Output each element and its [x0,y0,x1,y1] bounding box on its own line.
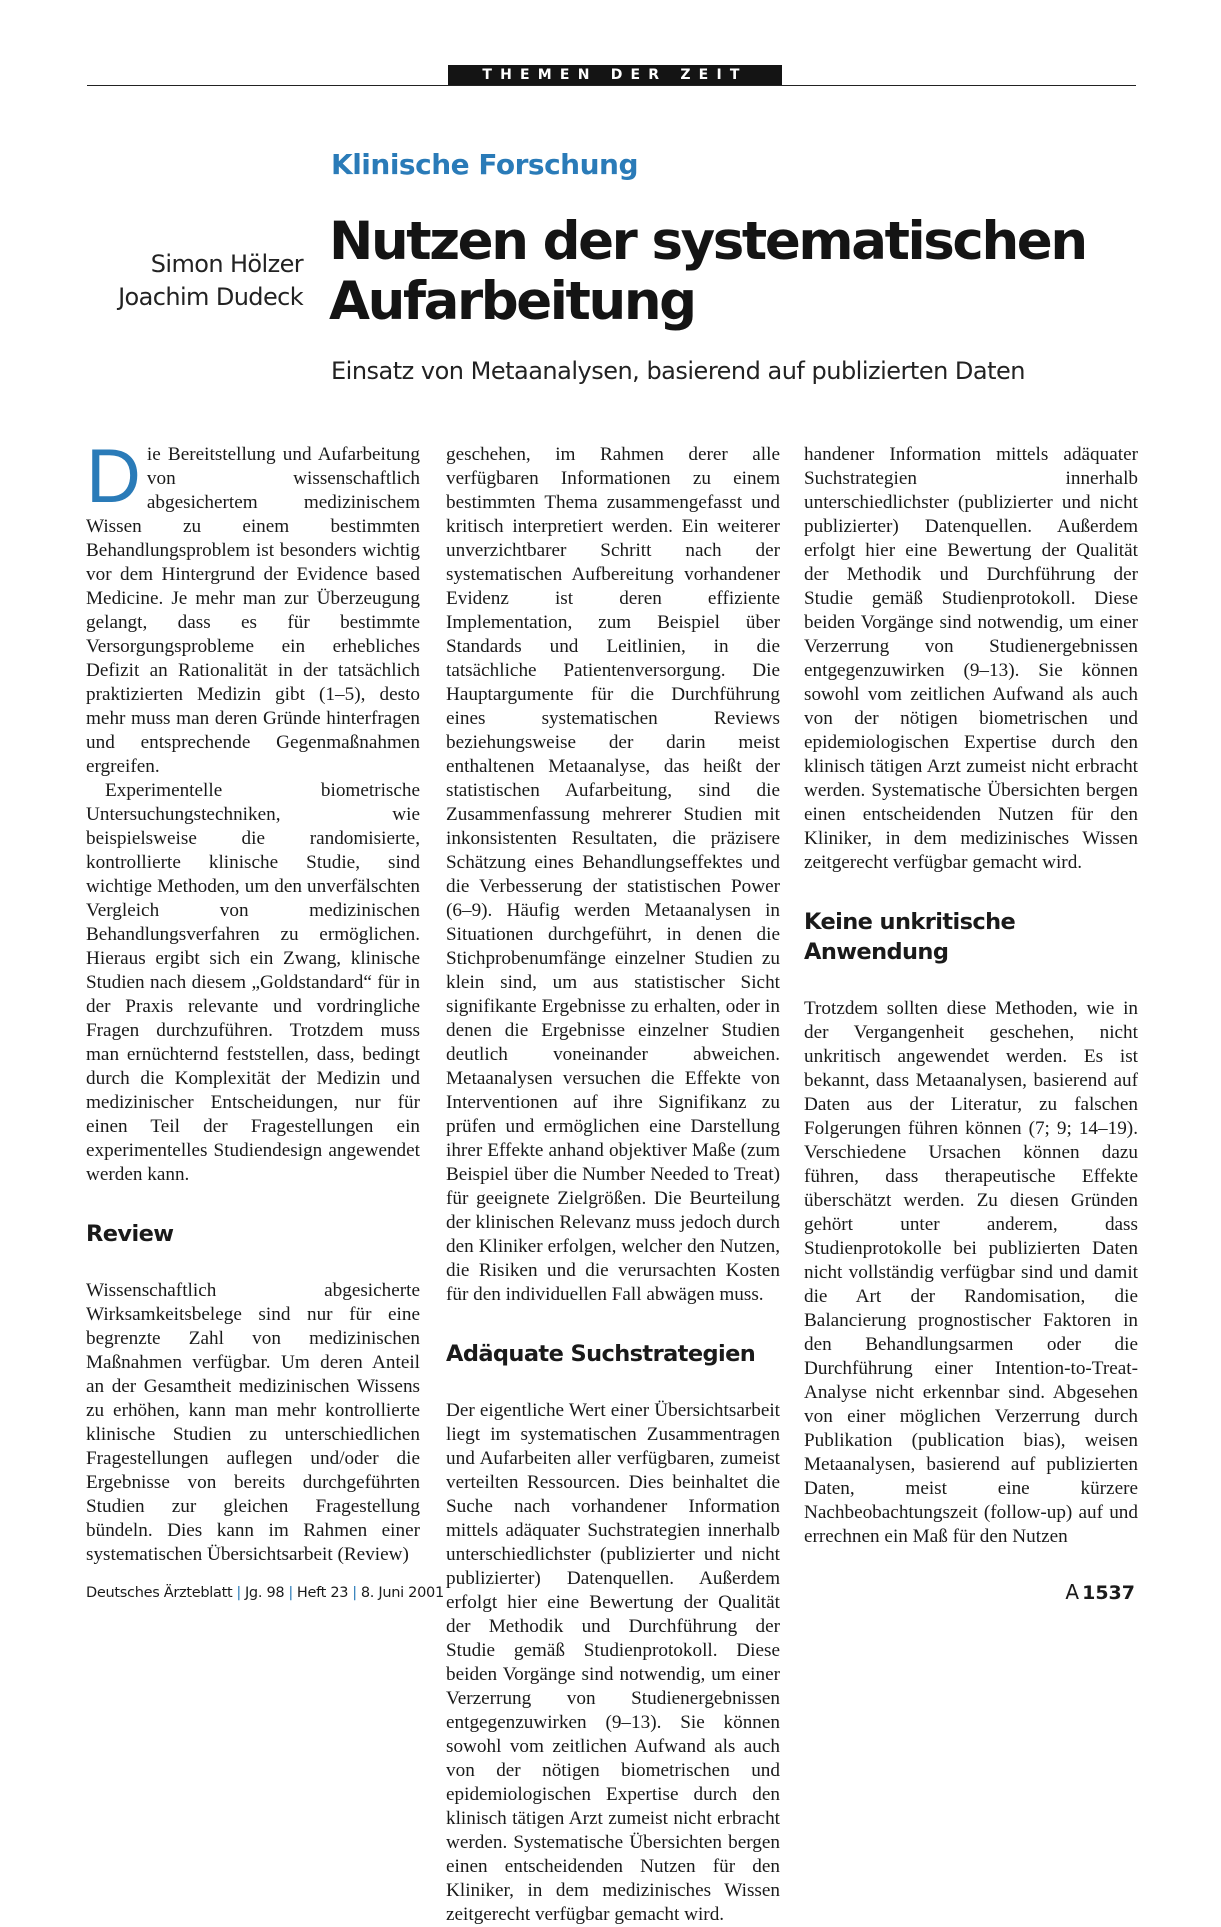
paragraph-continued: handener Information mittels adäquater Suchstrategien innerhalb unterschiedlichster (publizierter und nicht publizierter) Datenquellen. Außerdem erfolgt hier eine Bewertung der Qualität der Methodik und Durchführung der Studie gemäß Studienprotokoll. Diese beiden Vorgänge sind notwendig, um einer Verzerrung von Studienergebnissen entgegenzuwirken (9–13). Sie können sowohl vom zeitlichen Aufwand als auch von der nötigen biometrischen und epidemiologischen Expertise durch den klinisch tätigen Arzt zumeist nicht erbracht werden. Systematische Übersichten bergen einen entscheidenden Nutzen für den Kliniker, in dem medizinisches Wissen zeitgerecht verfügbar gemacht wird. [804,444,1138,873]
author-list [100,248,303,314]
paragraph [86,434,420,779]
article-title [329,212,1189,332]
paragraph: Trotzdem sollten diese Methoden, wie in der Vergangenheit geschehen, nicht unkritisch angewendet werden. Es ist bekannt, dass Metaanalysen, basierend auf Daten aus der Literatur, zu falschen Folgerungen führen können (7; 9; 14–19). Verschiedene Ursachen können dazu führen, dass therapeutische Effekte überschätzt werden. Zu diesen Gründen gehört unter anderem, dass Studienprotokolle bei publizierten Daten nicht vollständig verfügbar sind und damit die Art der Randomisation, die Balancierung prognostischer Faktoren in den Behandlungsarmen oder die Durchführung einer Intention-to-Treat-Analyse nicht erkennbar sind. Abgesehen von einer möglichen Verzerrung durch Publikation (publication bias), weisen Metaanalysen, basierend auf publizierten Daten, meist eine kürzere Nachbeobachtungszeit (follow-up) auf und errechnen ein Maß für den Nutzen [804,998,1138,1547]
journal-name: Deutsches Ärzteblatt [86,1585,233,1601]
text-column-2 [446,443,780,1925]
section-heading-review: Review [86,1221,174,1247]
article-kicker: Klinische Forschung [331,148,639,181]
paragraph: Wissenschaftlich abgesicherte Wirksamkeitsbelege sind nur für eine begrenzte Zahl von medizinischen Maßnahmen verfügbar. Um deren Anteil an der Gesamtheit medizinischen Wissens zu erhöhen, kann man mehr kontrollierte klinische Studien zu unterschiedlichen Fragestellungen auflegen und/oder die Ergebnisse von bereits durchgeführten Studien zur gleichen Fragestellung bündeln. Dies kann im Rahmen einer systematischen Übersichtsarbeit (Review) [86,1280,420,1565]
journal-volume: Jg. 98 [244,1585,285,1601]
separator: | [236,1585,241,1601]
section-heading-suchstrategien: Adäquate Suchstrategien [446,1341,756,1367]
author-name: Joachim Dudeck [118,283,303,311]
text-column-3 [804,443,1138,1549]
footer-citation [86,1585,444,1601]
paragraph: geschehen, im Rahmen derer alle verfügbaren Informationen zu einem bestimmten Thema zusammengefasst und kritisch interpretiert werden. Ein weiterer unverzichtbarer Schritt nach der systematischen Aufbereitung vorhandener Evidenz ist deren effiziente Implementation, zum Beispiel über Standards und Leitlinien, in die tatsächliche Patientenversorgung. Die Hauptargumente für die Durchführung eines systematischen Reviews beziehungsweise der darin meist enthaltenen Metaanalyse, das heißt der statistischen Aufarbeitung, sind die Zusammenfassung mehrerer Studien mit inkonsistenten Resultaten, die präzisere Schätzung eines Behandlungseffektes und die Verbesserung der statistischen Power (6–9). Häufig werden Metaanalysen in Situationen durchgeführt, in denen die Stichprobenumfänge einzelner Studien zu klein sind, um aus statistischer Sicht signifikante Ergebnisse zu erhalten, oder in denen die Ergebnisse einzelner Studien deutlich voneinander abweichen. Metaanalysen versuchen die Effekte von Interventionen auf ihre Signifikanz zu prüfen und ermöglichen eine Darstellung ihrer Effekte anhand objektiver Maße (zum Beispiel über die Number Needed to Treat) für geeignete Zielgrößen. Die Beurteilung der klinischen Relevanz muss jedoch durch den Kliniker erfolgen, welcher den Nutzen, die Risiken und die verursachten Kosten für den individuellen Fall abwägen muss. [446,444,780,1305]
page-number [1065,1580,1135,1604]
article-subtitle: Einsatz von Metaanalysen, basierend auf publizierten Daten [331,357,1025,385]
paragraph: Der eigentliche Wert einer Übersichtsarbeit liegt im systematischen Zusammentragen und Aufarbeiten aller verfügbaren, zumeist verteilten Ressourcen. Dies beinhaltet die Suche nach vorhandener Information mittels adäquater Suchstrategien innerhalb unterschiedlichster (publizierter und nicht publizierter) Datenquellen. Außerdem erfolgt hier eine Bewertung der Qualität der Methodik und Durchführung der Studie gemäß Studienprotokoll. Diese beiden Vorgänge sind notwendig, um einer Verzerrung von Studienergebnissen entgegenzuwirken (9–13). Sie können sowohl vom zeitlichen Aufwand als auch von der nötigen biometrischen und epidemiologischen Expertise durch den klinisch tätigen Arzt zumeist nicht erbracht werden. Systematische Übersichten bergen einen entscheidenden Nutzen für den Kliniker, in dem medizinisches Wissen zeitgerecht verfügbar gemacht wird. [446,1400,780,1925]
paragraph-text: ie Bereitstellung und Aufarbeitung von wissenschaftlich abgesichertem medizinischem Wissen zu einem bestimmten Behandlungsproblem ist besonders wichtig vor dem Hintergrund der Evidence based Medicine. Je mehr man zur Überzeugung gelangt, dass es für bestimmte Versorgungsprobleme ein erhebliches Defizit an Rationalität in der tatsächlich praktizierten Medizin gibt (1–5), desto mehr muss man deren Gründe hinterfragen und entsprechende Gegenmaßnahmen ergreifen. [86,444,420,777]
separator: | [352,1585,357,1601]
author-name: Simon Hölzer [150,250,303,278]
header-rule [87,85,1136,86]
page-prefix: A [1065,1580,1080,1604]
paragraph: Experimentelle biometrische Untersuchungstechniken, wie beispielsweise die randomisierte, kontrollierte klinische Studie, sind wichtige Methoden, um den unverfälschten Vergleich von medizinischen Behandlungsverfahren zu ermöglichen. Hieraus ergibt sich ein Zwang, klinische Studien nach diesem „Goldstandard“ für in der Praxis relevante und vordringliche Fragen durchzuführen. Trotzdem muss man ernüchternd feststellen, dass, bedingt durch die Komplexität der Medizin und medizinischer Entscheidungen, nur für einen Teil der Fragestellungen ein experimentelles Studiendesign angewendet werden kann. [86,780,420,1185]
text-column-1 [86,434,420,1567]
title-line: Nutzen der systematischen [329,211,1086,272]
page-number-value: 1537 [1082,1582,1135,1604]
separator: | [288,1585,293,1601]
journal-date: 8. Juni 2001 [360,1585,444,1601]
drop-cap: D [86,434,141,519]
section-banner: THEMEN DER ZEIT [448,65,782,85]
title-line: Aufarbeitung [329,271,695,332]
section-heading-keine-unkritische-anwendung: Keine unkritische Anwendung [804,909,1016,965]
journal-issue: Heft 23 [296,1585,349,1601]
